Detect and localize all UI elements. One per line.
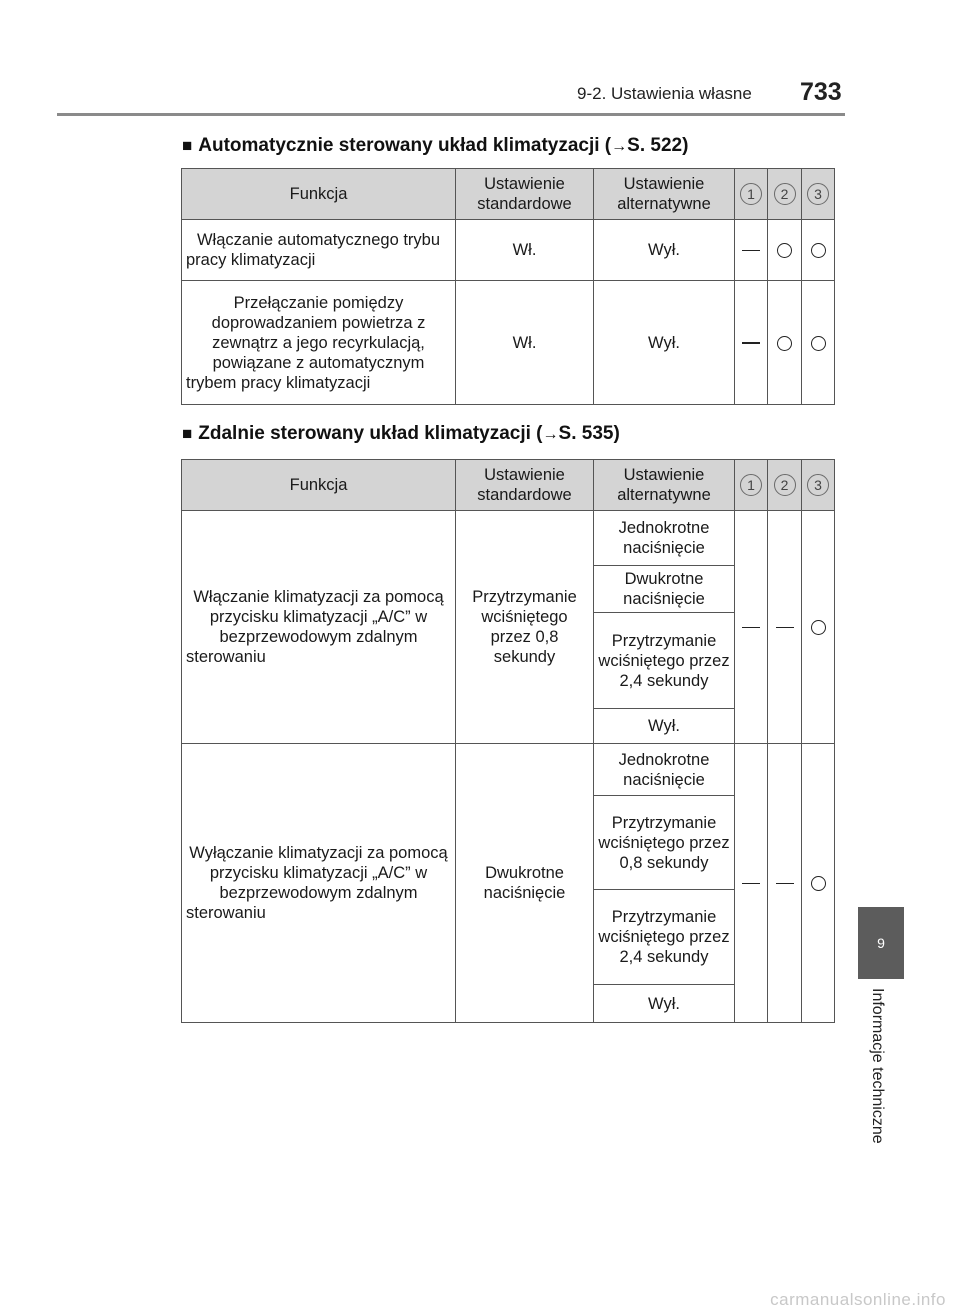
mark-cell-1 (735, 744, 768, 1023)
mark-cell-3 (802, 511, 835, 744)
table-row (182, 511, 835, 566)
table-row (182, 220, 835, 281)
mark-cell-3 (802, 220, 835, 281)
header-col-1 (735, 460, 768, 511)
default-cell: Wł. (456, 281, 594, 405)
square-bullet-icon: ■ (182, 136, 193, 155)
header-alternative: Ustawienie alternatywne (594, 460, 735, 511)
section-title: Automatycznie sterowany układ klimatyzacji ( (198, 135, 612, 156)
page-reference-link[interactable]: S. 535) (558, 423, 620, 444)
number-2-icon: 2 (774, 474, 796, 496)
circle-icon (811, 243, 826, 258)
alternative-option: Jednokrotne naciśnięcie (594, 511, 735, 566)
alternative-cell: Wył. (594, 281, 735, 405)
header-divider (57, 113, 845, 116)
section-heading-auto-ac (182, 135, 688, 157)
number-2-icon: 2 (774, 183, 796, 205)
circle-icon (777, 336, 792, 351)
dash-icon (776, 883, 794, 885)
alternative-option: Wył. (594, 709, 735, 744)
dash-icon (776, 627, 794, 629)
alternative-option: Jednokrotne naciśnięcie (594, 744, 735, 796)
settings-table-remote-ac (181, 459, 835, 1023)
settings-table-auto-ac (181, 168, 835, 405)
table-header-row (182, 460, 835, 511)
square-bullet-icon: ■ (182, 424, 193, 443)
circle-icon (811, 336, 826, 351)
header-function: Funkcja (182, 169, 456, 220)
header-col-3 (802, 169, 835, 220)
watermark: carmanualsonline.info (770, 1290, 946, 1309)
chapter-label: Informacje techniczne (869, 988, 886, 1144)
alternative-option: Wył. (594, 985, 735, 1023)
section-title: Zdalnie sterowany układ klimatyzacji ( (198, 423, 543, 444)
number-1-icon: 1 (740, 474, 762, 496)
mark-cell-3 (802, 281, 835, 405)
default-cell: Przytrzymanie wciśniętego przez 0,8 sekundy (456, 511, 594, 744)
alternative-option: Przytrzymanie wciśniętego przez 0,8 sekundy (594, 796, 735, 890)
chapter-number: 9 (877, 935, 885, 951)
table-header-row (182, 169, 835, 220)
circle-icon (777, 243, 792, 258)
header-col-2 (768, 169, 802, 220)
section-heading-remote-ac (182, 423, 620, 445)
header-function: Funkcja (182, 460, 456, 511)
arrow-right-icon: → (611, 138, 628, 155)
header-col-2 (768, 460, 802, 511)
table-row (182, 281, 835, 405)
chapter-tab[interactable] (858, 907, 904, 979)
mark-cell-2 (768, 511, 802, 744)
mark-cell-3 (802, 744, 835, 1023)
number-3-icon: 3 (807, 474, 829, 496)
dash-icon (742, 250, 760, 252)
header-alternative: Ustawienie alternatywne (594, 169, 735, 220)
mark-cell-2 (768, 281, 802, 405)
default-cell: Dwukrotne naciśnięcie (456, 744, 594, 1023)
mark-cell-1 (735, 511, 768, 744)
function-cell: Przełączanie pomiędzy doprowadzaniem powietrza z zewnątrz a jego recyrkulacją, powiązane z automatycznym trybem pracy klimatyzacji (182, 281, 456, 405)
page-reference-link[interactable]: S. 522) (627, 135, 689, 156)
mark-cell-1 (735, 220, 768, 281)
header-default: Ustawienie standardowe (456, 460, 594, 511)
alternative-option: Przytrzymanie wciśniętego przez 2,4 sekundy (594, 890, 735, 985)
header-col-1 (735, 169, 768, 220)
function-cell: Włączanie automatycznego trybu pracy klimatyzacji (182, 220, 456, 281)
number-1-icon: 1 (740, 183, 762, 205)
mark-cell-1 (735, 281, 768, 405)
dash-icon (742, 883, 760, 885)
default-cell: Wł. (456, 220, 594, 281)
circle-icon (811, 876, 826, 891)
header-default: Ustawienie standardowe (456, 169, 594, 220)
number-3-icon: 3 (807, 183, 829, 205)
function-cell: Włączanie klimatyzacji za pomocą przycisku klimatyzacji „A/C” w bezprzewodowym zdalnym sterowaniu (182, 511, 456, 744)
function-cell: Wyłączanie klimatyzacji za pomocą przycisku klimatyzacji „A/C” w bezprzewodowym zdalnym sterowaniu (182, 744, 456, 1023)
alternative-option: Dwukrotne naciśnięcie (594, 566, 735, 613)
header-col-3 (802, 460, 835, 511)
table-row (182, 744, 835, 796)
mark-cell-2 (768, 744, 802, 1023)
dash-icon (742, 342, 760, 344)
header-section-title: 9-2. Ustawienia własne (577, 84, 752, 103)
arrow-right-icon: → (542, 426, 559, 443)
circle-icon (811, 620, 826, 635)
dash-icon (742, 627, 760, 629)
alternative-option: Przytrzymanie wciśniętego przez 2,4 sekundy (594, 613, 735, 709)
alternative-cell: Wył. (594, 220, 735, 281)
mark-cell-2 (768, 220, 802, 281)
page-number: 733 (800, 78, 842, 106)
